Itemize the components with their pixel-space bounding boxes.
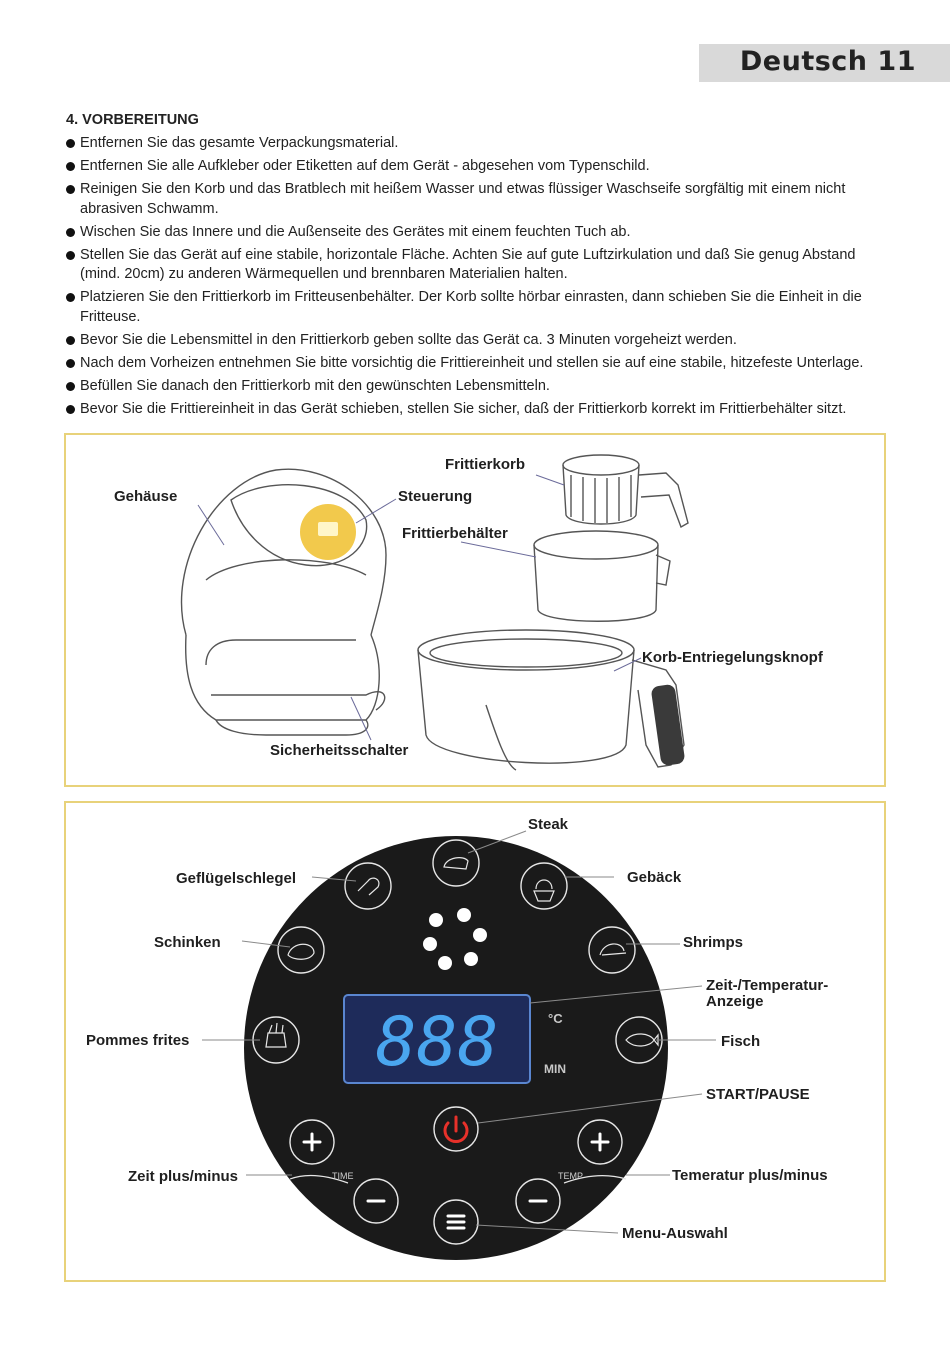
time-tag: TIME (332, 1171, 354, 1181)
label-temp-plus-minus: Temeratur plus/minus (672, 1167, 828, 1184)
celsius-unit: °C (548, 1011, 563, 1026)
label-basket: Frittierkorb (445, 456, 526, 473)
label-menu: Menu-Auswahl (622, 1225, 728, 1242)
container-drawing (534, 531, 670, 621)
air-fryer-body-drawing (182, 469, 386, 735)
list-item: Bevor Sie die Lebensmittel in den Frittierkorb geben sollte das Gerät ca. 3 Minuten vorgeheizt werden. (66, 331, 896, 351)
bullet-icon (66, 228, 75, 237)
label-fries: Pommes frites (86, 1032, 190, 1049)
handle-icon (651, 684, 686, 767)
section-title: 4. VORBEREITUNG (66, 112, 199, 128)
list-item: Entfernen Sie alle Aufkleber oder Etiketten auf dem Gerät - abgesehen vom Typenschild. (66, 157, 896, 177)
label-container: Frittierbehälter (402, 525, 508, 542)
bullet-icon (66, 251, 75, 260)
page-header-tab (699, 44, 950, 82)
label-control: Steuerung (398, 488, 473, 505)
bullet-icon (66, 382, 75, 391)
page-label: Deutsch 11 (739, 46, 916, 77)
control-panel-illustration (66, 803, 884, 1280)
label-shrimps: Shrimps (683, 934, 744, 951)
list-item: Reinigen Sie den Korb und das Bratblech mit heißem Wasser und etwas flüssiger Waschseife sorgfältig mit einem nicht abrasiven Schwamm. (66, 180, 896, 219)
list-item: Wischen Sie das Innere und die Außenseite des Gerätes mit einem feuchten Tuch ab. (66, 223, 896, 243)
display-digits: 888 (375, 1003, 499, 1082)
list-item: Platzieren Sie den Frittierkorb im Fritteusenbehälter. Der Korb sollte hörbar einrasten, dann schieben Sie die Einheit in die Fritteuse. (66, 288, 896, 327)
list-item: Entfernen Sie das gesamte Verpackungsmaterial. (66, 134, 896, 154)
list-item: Befüllen Sie danach den Frittierkorb mit den gewünschten Lebensmitteln. (66, 377, 896, 397)
preparation-list (66, 134, 896, 423)
label-poultry: Geflügelschlegel (176, 870, 297, 887)
label-time-plus-minus: Zeit plus/minus (128, 1168, 239, 1185)
leader-lines (198, 475, 641, 740)
bullet-icon (66, 359, 75, 368)
label-pastry: Gebäck (627, 869, 682, 886)
bullet-icon (66, 185, 75, 194)
label-display-line2: Anzeige (706, 993, 764, 1010)
minutes-unit: MIN (544, 1062, 566, 1076)
bullet-icon (66, 139, 75, 148)
label-release-button: Korb-Entriegelungsknopf (642, 649, 823, 666)
label-fish: Fisch (721, 1033, 761, 1050)
temp-tag: TEMP (558, 1171, 584, 1181)
label-display-line1: Zeit-/Temperatur- (706, 977, 829, 994)
basket-drawing (563, 455, 688, 527)
bullet-icon (66, 405, 75, 414)
label-safety-switch: Sicherheitsschalter (270, 742, 409, 759)
parts-illustration (66, 435, 884, 785)
parts-figure (64, 433, 886, 787)
label-housing: Gehäuse (114, 488, 178, 505)
bullet-icon (66, 162, 75, 171)
list-item: Stellen Sie das Gerät auf eine stabile, horizontale Fläche. Achten Sie auf gute Luftzirkulation und daß Sie genug Abstand (mind. 20cm) zu anderen Wärmequellen und brennbaren Materialien halten. (66, 246, 896, 285)
label-steak: Steak (528, 816, 569, 833)
label-start-pause: START/PAUSE (706, 1086, 810, 1103)
control-display-icon (318, 522, 338, 536)
list-item: Nach dem Vorheizen entnehmen Sie bitte vorsichtig die Frittiereinheit und stellen sie auf eine stabile, hitzefeste Unterlage. (66, 354, 896, 374)
label-ham: Schinken (154, 934, 221, 951)
bullet-icon (66, 293, 75, 302)
list-item: Bevor Sie die Frittiereinheit in das Gerät schieben, stellen Sie sicher, daß der Frittierkorb korrekt im Frittierbehälter sitzt. (66, 400, 896, 420)
bullet-icon (66, 336, 75, 345)
control-panel-figure (64, 801, 886, 1282)
